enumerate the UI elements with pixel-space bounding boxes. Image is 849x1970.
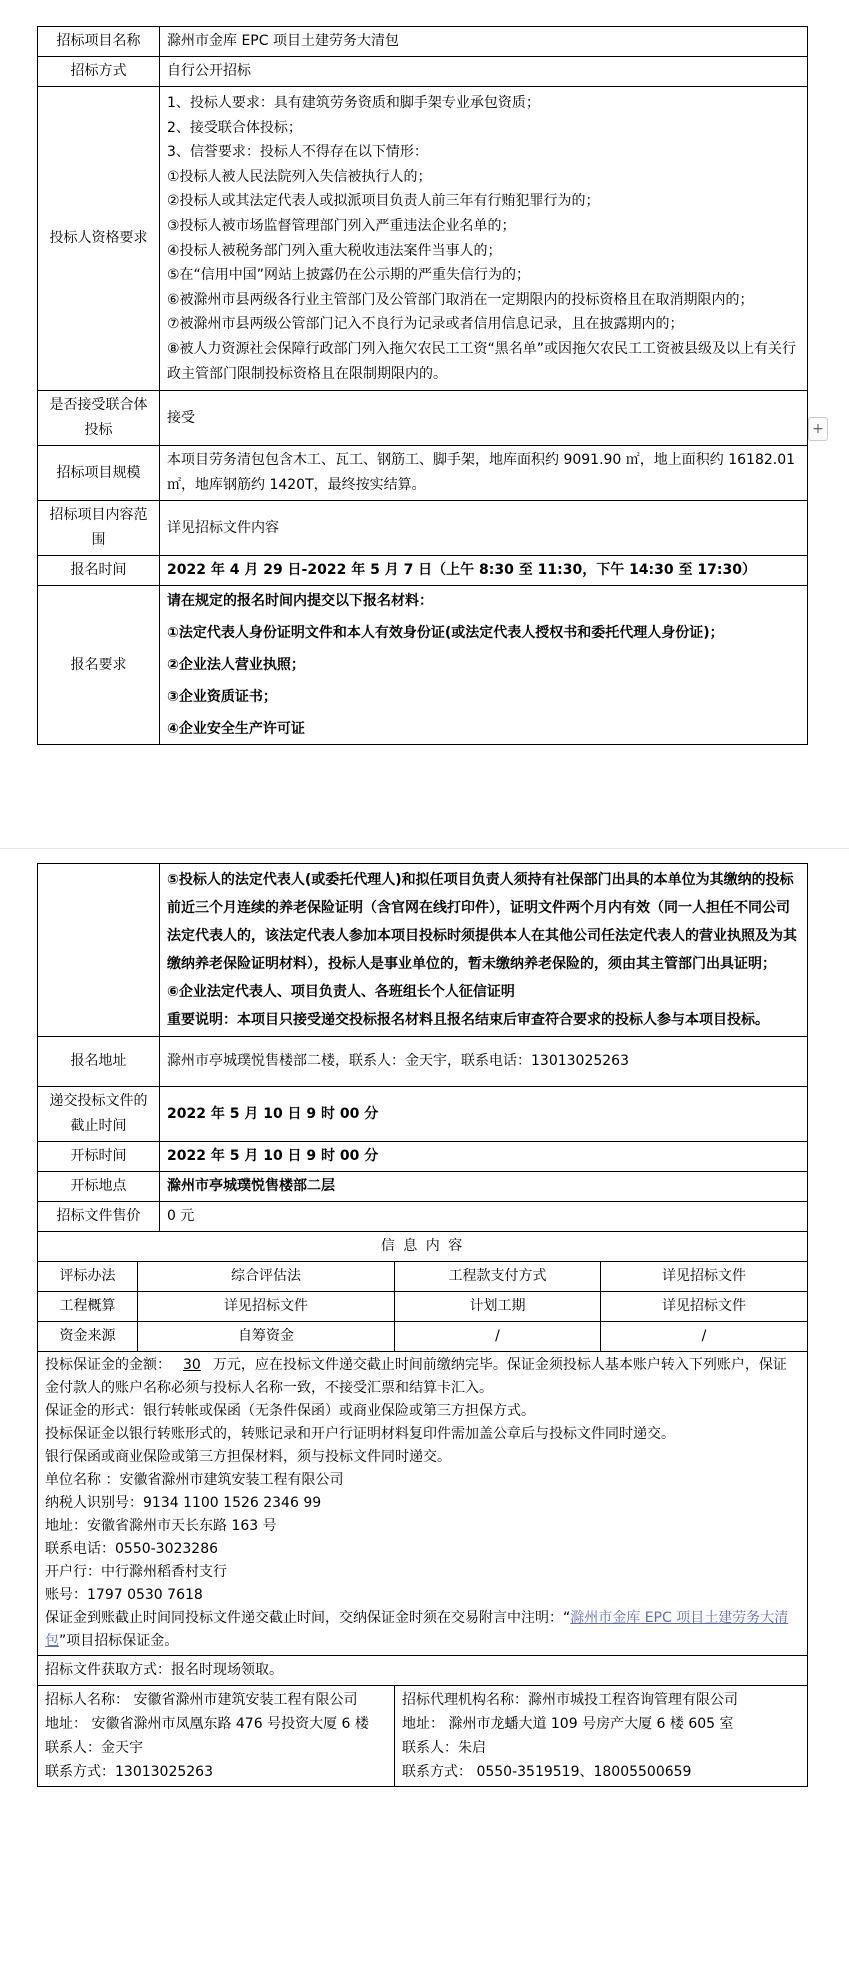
deposit-amount-line — [45, 1354, 800, 1400]
tender-table-part-2 — [37, 863, 808, 1232]
opening-time: 2022 年 5 月 10 日 9 时 00 分 — [160, 1142, 808, 1172]
info-cell: 资金来源 — [38, 1322, 138, 1352]
contact-line: 地址： 安徽省滁州市凤凰东路 476 号投资大厦 6 楼 — [45, 1716, 369, 1732]
opening-location: 滁州市亭城璞悦售楼部二层 — [160, 1172, 808, 1202]
table-row — [38, 27, 808, 57]
table-row — [38, 1087, 808, 1142]
requirement-line: ③企业资质证书； — [167, 689, 277, 706]
info-table — [37, 1231, 808, 1686]
tender-table-part-1 — [37, 26, 808, 745]
info-cell: 详见招标文件 — [138, 1292, 395, 1322]
row-label: 招标项目规模 — [38, 446, 160, 501]
submission-deadline: 2022 年 5 月 10 日 9 时 00 分 — [160, 1087, 808, 1142]
deposit-line: 联系电话：0550-3023286 — [45, 1541, 219, 1557]
row-label: 招标文件售价 — [38, 1202, 160, 1232]
agency-contact — [395, 1686, 808, 1787]
table-row — [38, 87, 808, 391]
contact-line: 联系人：金天宇 — [45, 1740, 143, 1756]
info-cell: 详见招标文件 — [601, 1262, 808, 1292]
qualification-line: ⑥被滁州市县两级各行业主管部门及公管部门取消在一定期限内的投标资格且在取消期限内的； — [167, 291, 754, 308]
row-label: 投标人资格要求 — [38, 87, 160, 391]
contact-line: 招标人名称： 安徽省滁州市建筑安装工程有限公司 — [45, 1692, 358, 1708]
deposit-line: 地址：安徽省滁州市天长东路 163 号 — [45, 1518, 277, 1534]
qualification-line: ①投标人被人民法院列入失信被执行人的； — [167, 168, 432, 185]
info-title: 信 息 内 容 — [38, 1232, 808, 1262]
info-cell: 综合评估法 — [138, 1262, 395, 1292]
contact-line: 招标代理机构名称：滁州市城投工程咨询管理有限公司 — [402, 1692, 738, 1708]
project-name-link[interactable]: 滁州市金库 EPC 项目土建劳务大清包 — [45, 1610, 789, 1649]
deposit-line: 保证金的形式：银行转帐或保函（无条件保函）或商业保险或第三方担保方式。 — [45, 1403, 535, 1419]
registration-requirements — [160, 586, 808, 745]
table-row — [38, 1686, 808, 1787]
document-obtain-method: 招标文件获取方式：报名时现场领取。 — [38, 1656, 808, 1686]
table-row — [38, 446, 808, 501]
contact-line: 联系人：朱启 — [402, 1740, 486, 1756]
row-label: 报名时间 — [38, 556, 160, 586]
contact-line: 地址： 滁州市龙蟠大道 109 号房产大厦 6 楼 605 室 — [402, 1716, 734, 1732]
deposit-line: 纳税人识别号：9134 1100 1526 2346 99 — [45, 1495, 322, 1511]
table-row — [38, 556, 808, 586]
deposit-line: 开户行：中行滁州稻香村支行 — [45, 1564, 227, 1580]
project-scale: 本项目劳务清包包含木工、瓦工、钢筋工、脚手架，地库面积约 9091.90 ㎡，地上面积约 16182.01 ㎡，地库钢筋约 1420T，最终按实结算。 — [160, 446, 808, 501]
qualification-line: ③投标人被市场监督管理部门列入严重违法企业名单的； — [167, 217, 516, 234]
page-break — [0, 848, 849, 849]
contact-line: 联系方式： 0550-3519519、18005500659 — [402, 1764, 692, 1780]
qualification-requirements — [160, 87, 808, 391]
deposit-section — [38, 1352, 808, 1656]
row-label: 递交投标文件的截止时间 — [38, 1087, 160, 1142]
contact-line: 联系方式：13013025263 — [45, 1764, 213, 1780]
page-one — [37, 26, 807, 846]
requirement-line: ②企业法人营业执照； — [167, 657, 305, 674]
deposit-amount: 30 — [183, 1357, 201, 1373]
deposit-amount-suffix: 万元，应在投标文件递交截止时间前缴纳完毕。保证金须投标人基本账户转入下列账户，保证金付款人的账户名称必须与投标人名称一致，不接受汇票和结算卡汇入。 — [45, 1357, 787, 1396]
content-scope: 详见招标文件内容 — [160, 501, 808, 556]
row-label: 是否接受联合体投标 — [38, 391, 160, 446]
table-row — [38, 1322, 808, 1352]
requirement-line: ⑥企业法定代表人、项目负责人、各班组长个人征信证明 — [167, 984, 515, 1000]
table-row — [38, 1292, 808, 1322]
table-row — [38, 1037, 808, 1087]
tender-method: 自行公开招标 — [160, 57, 808, 87]
tenderer-contact — [38, 1686, 395, 1787]
table-row — [38, 1262, 808, 1292]
info-cell: 自筹资金 — [138, 1322, 395, 1352]
add-row-button[interactable]: + — [808, 417, 828, 441]
registration-address: 滁州市亭城璞悦售楼部二楼，联系人：金天宇，联系电话：13013025263 — [160, 1037, 808, 1087]
info-cell: 详见招标文件 — [601, 1292, 808, 1322]
row-label-empty — [38, 864, 160, 1037]
registration-requirements-continued — [160, 864, 808, 1037]
table-row — [38, 1172, 808, 1202]
document-price: 0 元 — [160, 1202, 808, 1232]
deposit-line: 账号：1797 0530 7618 — [45, 1587, 203, 1603]
info-cell: 评标办法 — [38, 1262, 138, 1292]
deposit-note-prefix: 保证金到账截止时间同投标文件递交截止时间，交纳保证金时须在交易附言中注明：“ — [45, 1610, 571, 1626]
row-label: 开标时间 — [38, 1142, 160, 1172]
row-label: 报名要求 — [38, 586, 160, 745]
table-row — [38, 501, 808, 556]
qualification-line: ⑤在“信用中国”网站上披露仍在公示期的严重失信行为的； — [167, 267, 531, 284]
table-row — [38, 1656, 808, 1686]
requirement-line: ④企业安全生产许可证 — [167, 721, 305, 738]
qualification-line: ②投标人或其法定代表人或拟派项目负责人前三年有行贿犯罪行为的； — [167, 193, 600, 210]
info-cell: / — [395, 1322, 601, 1352]
table-row — [38, 1142, 808, 1172]
project-name: 滁州市金库 EPC 项目土建劳务大清包 — [160, 27, 808, 57]
deposit-line: 投标保证金以银行转账形式的，转账记录和开户行证明材料复印件需加盖公章后与投标文件同时递交。 — [45, 1426, 675, 1442]
info-cell: / — [601, 1322, 808, 1352]
requirement-line: 请在规定的报名时间内提交以下报名材料： — [167, 593, 433, 610]
info-cell: 计划工期 — [395, 1292, 601, 1322]
table-row — [38, 586, 808, 745]
row-label: 招标项目内容范围 — [38, 501, 160, 556]
deposit-line: 单位名称 ：安徽省滁州市建筑安装工程有限公司 — [45, 1472, 344, 1488]
table-row — [38, 864, 808, 1037]
qualification-line: 3、信誉要求：投标人不得存在以下情形： — [167, 144, 428, 161]
row-label: 招标方式 — [38, 57, 160, 87]
deposit-line: 银行保函或商业保险或第三方担保材料，须与投标文件同时递交。 — [45, 1449, 451, 1465]
requirement-line: ⑤投标人的法定代表人(或委托代理人)和拟任项目负责人须持有社保部门出具的本单位为其缴纳的投标前近三个月连续的养老保险证明（含官网在线打印件），证明文件两个月内有效（同一人担任不同公司法定代表人的，该法定代表人参加本项目投标时须提供本人在其他公司任法定代表人的营业执照及为其缴纳养老保险证明材料），投标人是事业单位的，暂未缴纳养老保险的，须由其主管部门出具证明； — [167, 872, 797, 972]
consortium-accepted: 接受 — [160, 391, 808, 446]
requirement-line: ①法定代表人身份证明文件和本人有效身份证(或法定代表人授权书和委托代理人身份证)； — [167, 625, 724, 642]
table-row — [38, 391, 808, 446]
contacts-table — [37, 1685, 808, 1787]
row-label: 报名地址 — [38, 1037, 160, 1087]
table-row — [38, 1202, 808, 1232]
table-row — [38, 1352, 808, 1656]
qualification-line: ⑧被人力资源社会保障行政部门列入拖欠农民工工资“黑名单”或因拖欠农民工工资被县级及以上有关行政主管部门限制投标资格且在限制期限内的。 — [167, 340, 797, 382]
qualification-line: 1、投标人要求：具有建筑劳务资质和脚手架专业承包资质； — [167, 95, 540, 111]
qualification-line: ④投标人被税务部门列入重大税收违法案件当事人的； — [167, 242, 502, 259]
row-label: 招标项目名称 — [38, 27, 160, 57]
table-row — [38, 57, 808, 87]
requirement-line: 重要说明：本项目只接受递交投标报名材料且报名结束后审查符合要求的投标人参与本项目投标。 — [167, 1012, 769, 1028]
info-cell: 工程概算 — [38, 1292, 138, 1322]
registration-time: 2022 年 4 月 29 日-2022 年 5 月 7 日（上午 8:30 至 11:30，下午 14:30 至 17:30） — [160, 556, 808, 586]
qualification-line: ⑦被滁州市县两级公管部门记入不良行为记录或者信用信息记录，且在披露期内的； — [167, 316, 684, 333]
table-row — [38, 1232, 808, 1262]
deposit-note-suffix: ”项目招标保证金。 — [59, 1633, 179, 1649]
deposit-note — [45, 1607, 800, 1653]
qualification-line: 2、接受联合体投标； — [167, 119, 302, 136]
deposit-amount-prefix: 投标保证金的金额： — [45, 1357, 171, 1373]
row-label: 开标地点 — [38, 1172, 160, 1202]
info-cell: 工程款支付方式 — [395, 1262, 601, 1292]
page-two — [37, 863, 807, 1948]
